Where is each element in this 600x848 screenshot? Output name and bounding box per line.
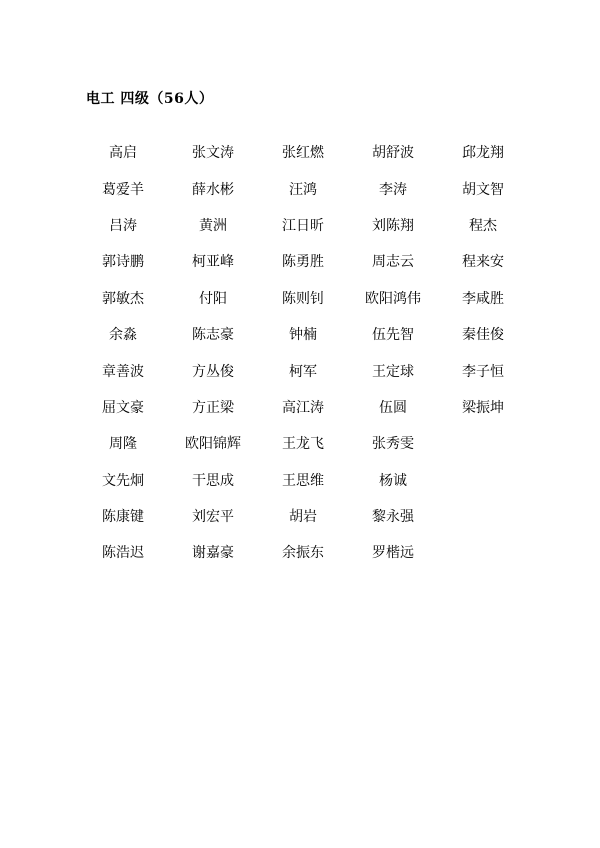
name-cell: 余振东 <box>282 545 324 562</box>
name-cell: 张秀雯 <box>372 436 414 453</box>
name-cell: 程杰 <box>469 217 497 234</box>
name-cell: 伍圆 <box>379 399 407 416</box>
name-cell: 薛水彬 <box>192 181 234 198</box>
name-cell: 李咸胜 <box>462 290 504 307</box>
name-cell <box>438 534 528 570</box>
name-cell: 汪鸿 <box>289 181 317 198</box>
name-cell: 邱龙翔 <box>462 145 504 162</box>
name-grid <box>78 134 528 571</box>
name-cell: 黎永强 <box>372 509 414 526</box>
name-cell: 柯亚峰 <box>192 254 234 271</box>
name-cell: 章善波 <box>102 363 144 380</box>
name-cell: 罗楷远 <box>372 545 414 562</box>
name-cell: 胡文智 <box>462 181 504 198</box>
name-cell <box>438 462 528 498</box>
name-cell: 王思维 <box>282 472 324 489</box>
name-cell: 陈则钊 <box>282 290 324 307</box>
name-cell: 方正梁 <box>192 399 234 416</box>
name-cell: 高启 <box>109 145 137 162</box>
name-cell: 周隆 <box>109 436 137 453</box>
name-cell: 黄洲 <box>199 217 227 234</box>
name-cell: 张红燃 <box>282 145 324 162</box>
name-cell: 郭诗鹏 <box>102 254 144 271</box>
page-title: 电工 四级（56人） <box>86 91 214 107</box>
name-cell: 伍先智 <box>372 327 414 344</box>
name-cell: 谢嘉豪 <box>192 545 234 562</box>
name-cell: 柯军 <box>289 363 317 380</box>
name-cell: 陈康键 <box>102 509 144 526</box>
name-cell: 陈勇胜 <box>282 254 324 271</box>
name-cell: 梁振坤 <box>462 399 504 416</box>
name-cell: 江日昕 <box>282 217 324 234</box>
name-cell <box>438 425 528 461</box>
name-cell: 钟楠 <box>289 327 317 344</box>
name-cell: 吕涛 <box>109 217 137 234</box>
name-cell: 李子恒 <box>462 363 504 380</box>
name-cell: 王龙飞 <box>282 436 324 453</box>
name-cell: 胡岩 <box>289 509 317 526</box>
name-cell: 刘宏平 <box>192 509 234 526</box>
name-cell: 葛爱羊 <box>102 181 144 198</box>
name-cell: 高江涛 <box>282 399 324 416</box>
name-cell: 余淼 <box>109 327 137 344</box>
name-cell <box>438 498 528 534</box>
name-cell: 李涛 <box>379 181 407 198</box>
name-cell: 欧阳锦辉 <box>185 436 241 453</box>
name-cell: 陈浩迟 <box>102 545 144 562</box>
name-cell: 欧阳鸿伟 <box>365 290 421 307</box>
name-cell: 付阳 <box>199 290 227 307</box>
name-cell: 干思成 <box>192 472 234 489</box>
name-cell: 郭敏杰 <box>102 290 144 307</box>
name-cell: 秦佳俊 <box>462 327 504 344</box>
name-cell: 刘陈翔 <box>372 217 414 234</box>
name-cell: 文先炯 <box>102 472 144 489</box>
name-cell: 王定球 <box>372 363 414 380</box>
name-cell: 张文涛 <box>192 145 234 162</box>
name-cell: 胡舒波 <box>372 145 414 162</box>
name-cell: 周志云 <box>372 254 414 271</box>
name-cell: 杨诚 <box>379 472 407 489</box>
name-cell: 程来安 <box>462 254 504 271</box>
name-cell: 陈志豪 <box>192 327 234 344</box>
name-cell: 方丛俊 <box>192 363 234 380</box>
name-cell: 屈文豪 <box>102 399 144 416</box>
